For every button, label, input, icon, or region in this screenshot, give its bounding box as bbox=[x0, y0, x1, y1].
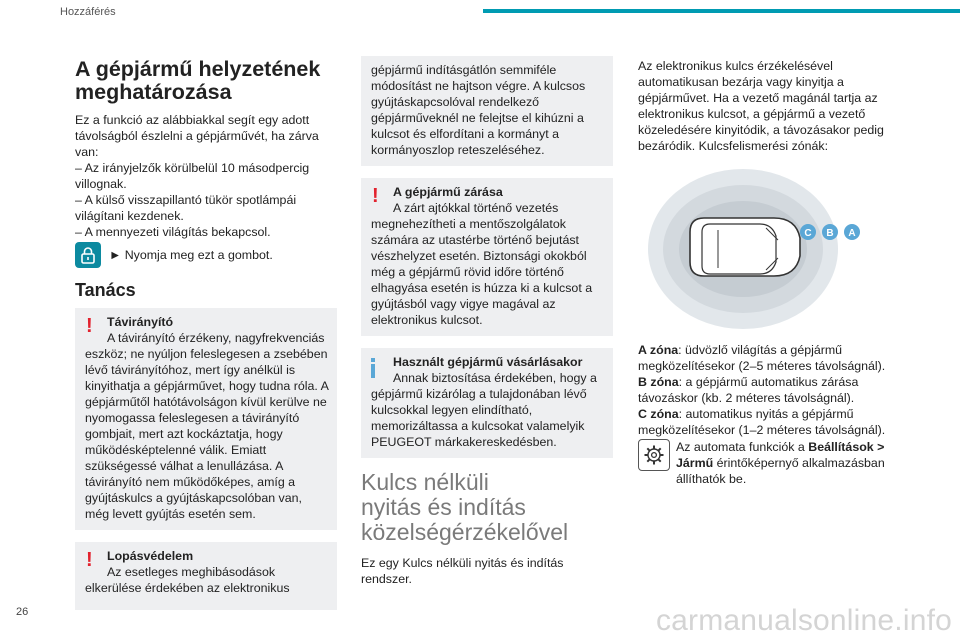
vehicle-menu: Jármű bbox=[676, 456, 714, 470]
warning-icon: ! bbox=[86, 315, 93, 337]
keyless-intro: Ez egy Kulcs nélküli nyitás és indítás rendszer. bbox=[361, 556, 564, 586]
zone-b-description bbox=[638, 374, 888, 406]
locking-text: A zárt ajtókkal történő vezetés megnehezítheti a mentőszolgálatok számára az utastérbe történő bejutást vészhelyzet esetén. Biztonsági okokból még a gépjármű rövid időre történő elhagyása esetén is húzza ki a kulcsot a gyújtásból vagy vigye magával az elektronikus kulcsot. bbox=[371, 201, 593, 327]
locate-vehicle-heading bbox=[75, 58, 337, 104]
bullet-ceiling-light: – A mennyezeti világítás bekapcsol. bbox=[75, 225, 271, 239]
settings-post: érintőképernyő alkalmazásban állíthatók be. bbox=[676, 456, 885, 486]
box-title: Távirányító bbox=[107, 315, 174, 329]
locking-warning-box bbox=[361, 178, 613, 336]
warning-icon: ! bbox=[86, 549, 93, 571]
push-instruction bbox=[75, 242, 337, 268]
column-2 bbox=[361, 58, 613, 587]
lock-icon bbox=[75, 242, 101, 268]
bullet-turn-signals: – Az irányjelzők körülbelül 10 másodpercig villognak. bbox=[75, 161, 310, 191]
zone-a-letter: A bbox=[848, 228, 856, 239]
heading-line-2: meghatározása bbox=[75, 80, 232, 104]
bullet-mirror-lamps: – A külső visszapillantó tükör spotlámpái világítani kezdenek. bbox=[75, 193, 297, 223]
box-title: A gépjármű zárása bbox=[393, 185, 503, 199]
detection-zones-diagram bbox=[638, 164, 868, 334]
used-car-text: Annak biztosítása érdekében, hogy a gépjármű kizárólag a tulajdonában lévő kulcsokkal legyen elindítható, memorizáltassa a kulcsokat valamelyik PEUGEOT márkakereskedésben. bbox=[371, 371, 597, 449]
zone-b-label: B zóna bbox=[638, 375, 679, 389]
zone-c-label: C zóna bbox=[638, 407, 679, 421]
box-text bbox=[85, 330, 329, 522]
keyless-heading-line-3: közelségérzékelővel bbox=[361, 519, 569, 545]
zone-c-letter: C bbox=[804, 228, 812, 239]
settings-text bbox=[676, 439, 888, 487]
page-number: 26 bbox=[16, 606, 29, 618]
box-text bbox=[371, 370, 605, 450]
settings-pre: Az automata funkciók a bbox=[676, 440, 809, 454]
column-3 bbox=[638, 58, 888, 487]
section-label: Hozzáférés bbox=[60, 6, 116, 18]
heading-line-1: A gépjármű helyzetének bbox=[75, 57, 321, 81]
zone-a-text: : üdvözlő világítás a gépjármű megközelítésekor (2–5 méteres távolságnál). bbox=[638, 343, 886, 373]
remote-warning-box bbox=[75, 308, 337, 530]
zone-a-description bbox=[638, 342, 888, 374]
box-text: gépjármű indításgátlón semmiféle módosítást ne hajtson végre. A kulcsos gyújtáskapcsolóval rendelkező gépjárműveknél ne felejtse el kihúzni a kulcsot és elfordítani a kormányt a kormányoszlop reteszeléséhez. bbox=[371, 63, 586, 157]
settings-note bbox=[638, 439, 888, 487]
keyless-heading bbox=[361, 470, 613, 545]
zone-c-description bbox=[638, 406, 888, 438]
car-top-view-icon bbox=[690, 218, 800, 276]
settings-menu-path: Beállítások > bbox=[808, 440, 885, 454]
gear-icon bbox=[638, 439, 670, 471]
box-text bbox=[371, 200, 605, 328]
watermark: carmanualsonline.info bbox=[655, 604, 952, 637]
box-title: Használt gépjármű vásárlásakor bbox=[393, 355, 583, 369]
theft-text: Az esetleges meghibásodások elkerülése érdekében az elektronikus bbox=[85, 565, 290, 595]
header-accent-bar bbox=[483, 9, 960, 13]
box-text bbox=[85, 564, 329, 596]
keyless-description: Az elektronikus kulcs érzékelésével automatikusan bezárja vagy kinyitja a gépjárművet. Ha a vezető magánál tartja az elektronikus kulcsot, a gépjármű a vezető közeledésére kinyitódik, a távozásakor pedig bezáródik. Kulcsfelismerési zónák: bbox=[638, 59, 884, 153]
keyless-heading-line-2: nyitás és indítás bbox=[361, 494, 526, 520]
theft-warning-box bbox=[75, 542, 337, 610]
zone-b-letter: B bbox=[826, 228, 834, 239]
box-title: Lopásvédelem bbox=[107, 549, 194, 563]
keyless-heading-line-1: Kulcs nélküli bbox=[361, 469, 489, 495]
locate-intro: Ez a funkció az alábbiakkal segít egy adott távolságból észlelni a gépjárművét, ha zárva van: bbox=[75, 113, 319, 159]
tanacs-heading: Tanács bbox=[75, 280, 136, 300]
warning-icon: ! bbox=[372, 185, 379, 207]
column-1 bbox=[75, 58, 337, 622]
theft-warning-box-cont bbox=[361, 56, 613, 166]
remote-text: A távirányító érzékeny, nagyfrekvenciás eszköz; ne nyúljon feleslegesen a zsebében lévő távirányítóhoz, mert így anélkül is kinyithatja a gépjárművet, hogy tudna róla. A gépjárműtől hatótávolságon kívül kerülve ne nyomogassa feleslegesen a távirányító gombjait, mert azt kockáztatja, hogy működésképtelenné válik. Emiatt szükségessé válhat a lenullázása. A távirányító nem működőképes, amíg a gyújtáskulcs a gyújtáskapcsolóban van, még levett gyújtás esetén sem. bbox=[85, 331, 329, 521]
push-text: ► Nyomja meg ezt a gombot. bbox=[109, 248, 273, 262]
info-icon bbox=[370, 358, 376, 378]
zone-b-text: : a gépjármű automatikus zárása távozáskor (kb. 2 méteres távolságnál). bbox=[638, 375, 859, 405]
used-car-info-box bbox=[361, 348, 613, 458]
zone-a-label: A zóna bbox=[638, 343, 679, 357]
zone-c-text: : automatikus nyitás a gépjármű megközelítésekor (1–2 méteres távolságnál). bbox=[638, 407, 886, 437]
